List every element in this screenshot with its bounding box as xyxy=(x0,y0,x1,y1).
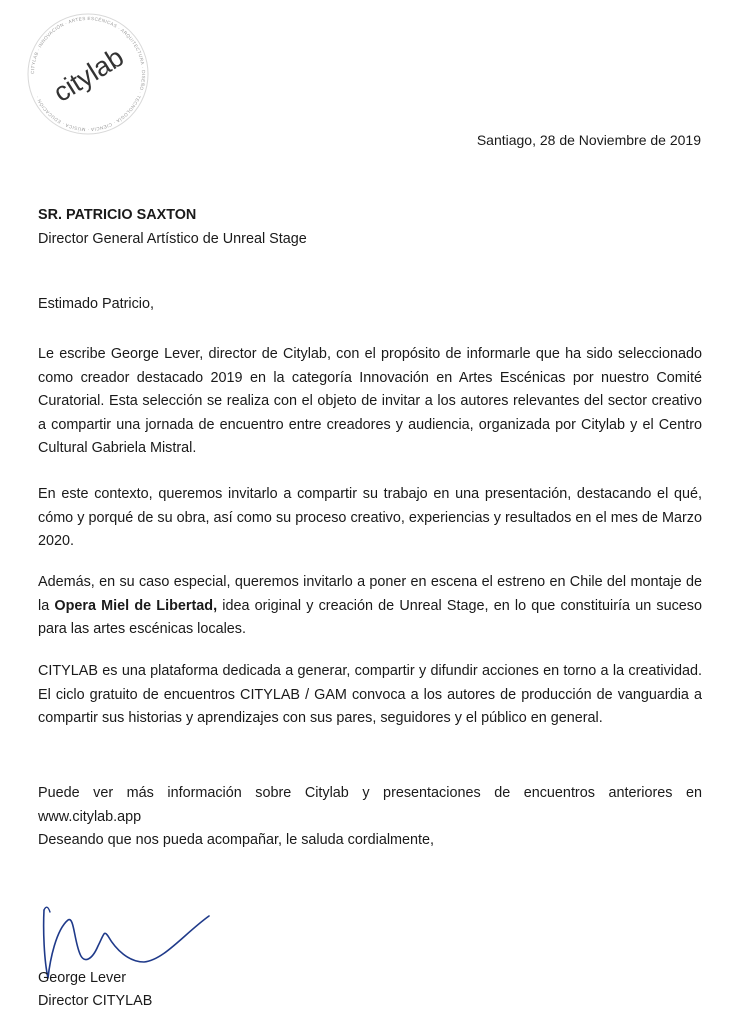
citylab-logo xyxy=(22,8,154,140)
greeting: Estimado Patricio, xyxy=(38,296,154,312)
recipient-block xyxy=(38,203,307,251)
letter-date: Santiago, 28 de Noviembre de 2019 xyxy=(476,132,701,148)
closing-line: Deseando que nos pueda acompañar, le saluda cordialmente, xyxy=(38,832,435,848)
paragraph-3 xyxy=(38,571,702,642)
paragraph-1: Le escribe George Lever, director de Citylab, con el propósito de informarle que ha sido seleccionado como creador destacado 2019 en la categoría Innovación en Artes Escénicas por nuestro Comité Curatorial. Esta selección se realiza con el objeto de invitar a los autores relevantes del sector creativo a compartir una jornada de encuentro entre creadores y audiencia, organizada por Citylab y el Centro Cultural Gabriela Mistral. xyxy=(38,346,702,456)
signer-block xyxy=(38,967,152,1013)
recipient-title: Director General Artístico de Unreal Stage xyxy=(38,231,307,247)
signer-name: George Lever xyxy=(38,970,126,986)
logo-wordmark: citylab xyxy=(48,41,129,108)
paragraph-5: Puede ver más información sobre Citylab y presentaciones de encuentros anteriores en www.citylab.app xyxy=(38,785,702,825)
paragraph-3-text-before: Además, en su caso especial, queremos invitarlo a poner en escena el estreno en Chile del montaje de la xyxy=(38,574,702,614)
recipient-name: SR. PATRICIO SAXTON xyxy=(38,207,197,223)
paragraph-2: En este contexto, queremos invitarlo a compartir su trabajo en una presentación, destacando el qué, cómo y porqué de su obra, así como su proceso creativo, experiencias y resultados en el mes de Marzo 2020. xyxy=(38,486,702,549)
signer-title: Director CITYLAB xyxy=(38,993,153,1009)
paragraph-4: CITYLAB es una plataforma dedicada a generar, compartir y difundir acciones en torno a la creatividad. El ciclo gratuito de encuentros CITYLAB / GAM convoca a los autores de producción de vanguardia a compartir sus historias y aprendizajes con sus pares, seguidores y el público en general. xyxy=(38,663,702,726)
logo-ring-text: CITYLAB · INNOVACIÓN · ARTES ESCÉNICAS · ARQUITECTURA · DISEÑO · TECNOLOGÍA · CIENCIA · MÚSICA · EDUCACIÓN · xyxy=(29,15,147,133)
paragraph-3-text-after: idea original y creación de Unreal Stage, en lo que constituiría un suceso para las artes escénicas locales. xyxy=(38,597,702,637)
opera-title: Opera Miel de Libertad, xyxy=(54,597,218,614)
